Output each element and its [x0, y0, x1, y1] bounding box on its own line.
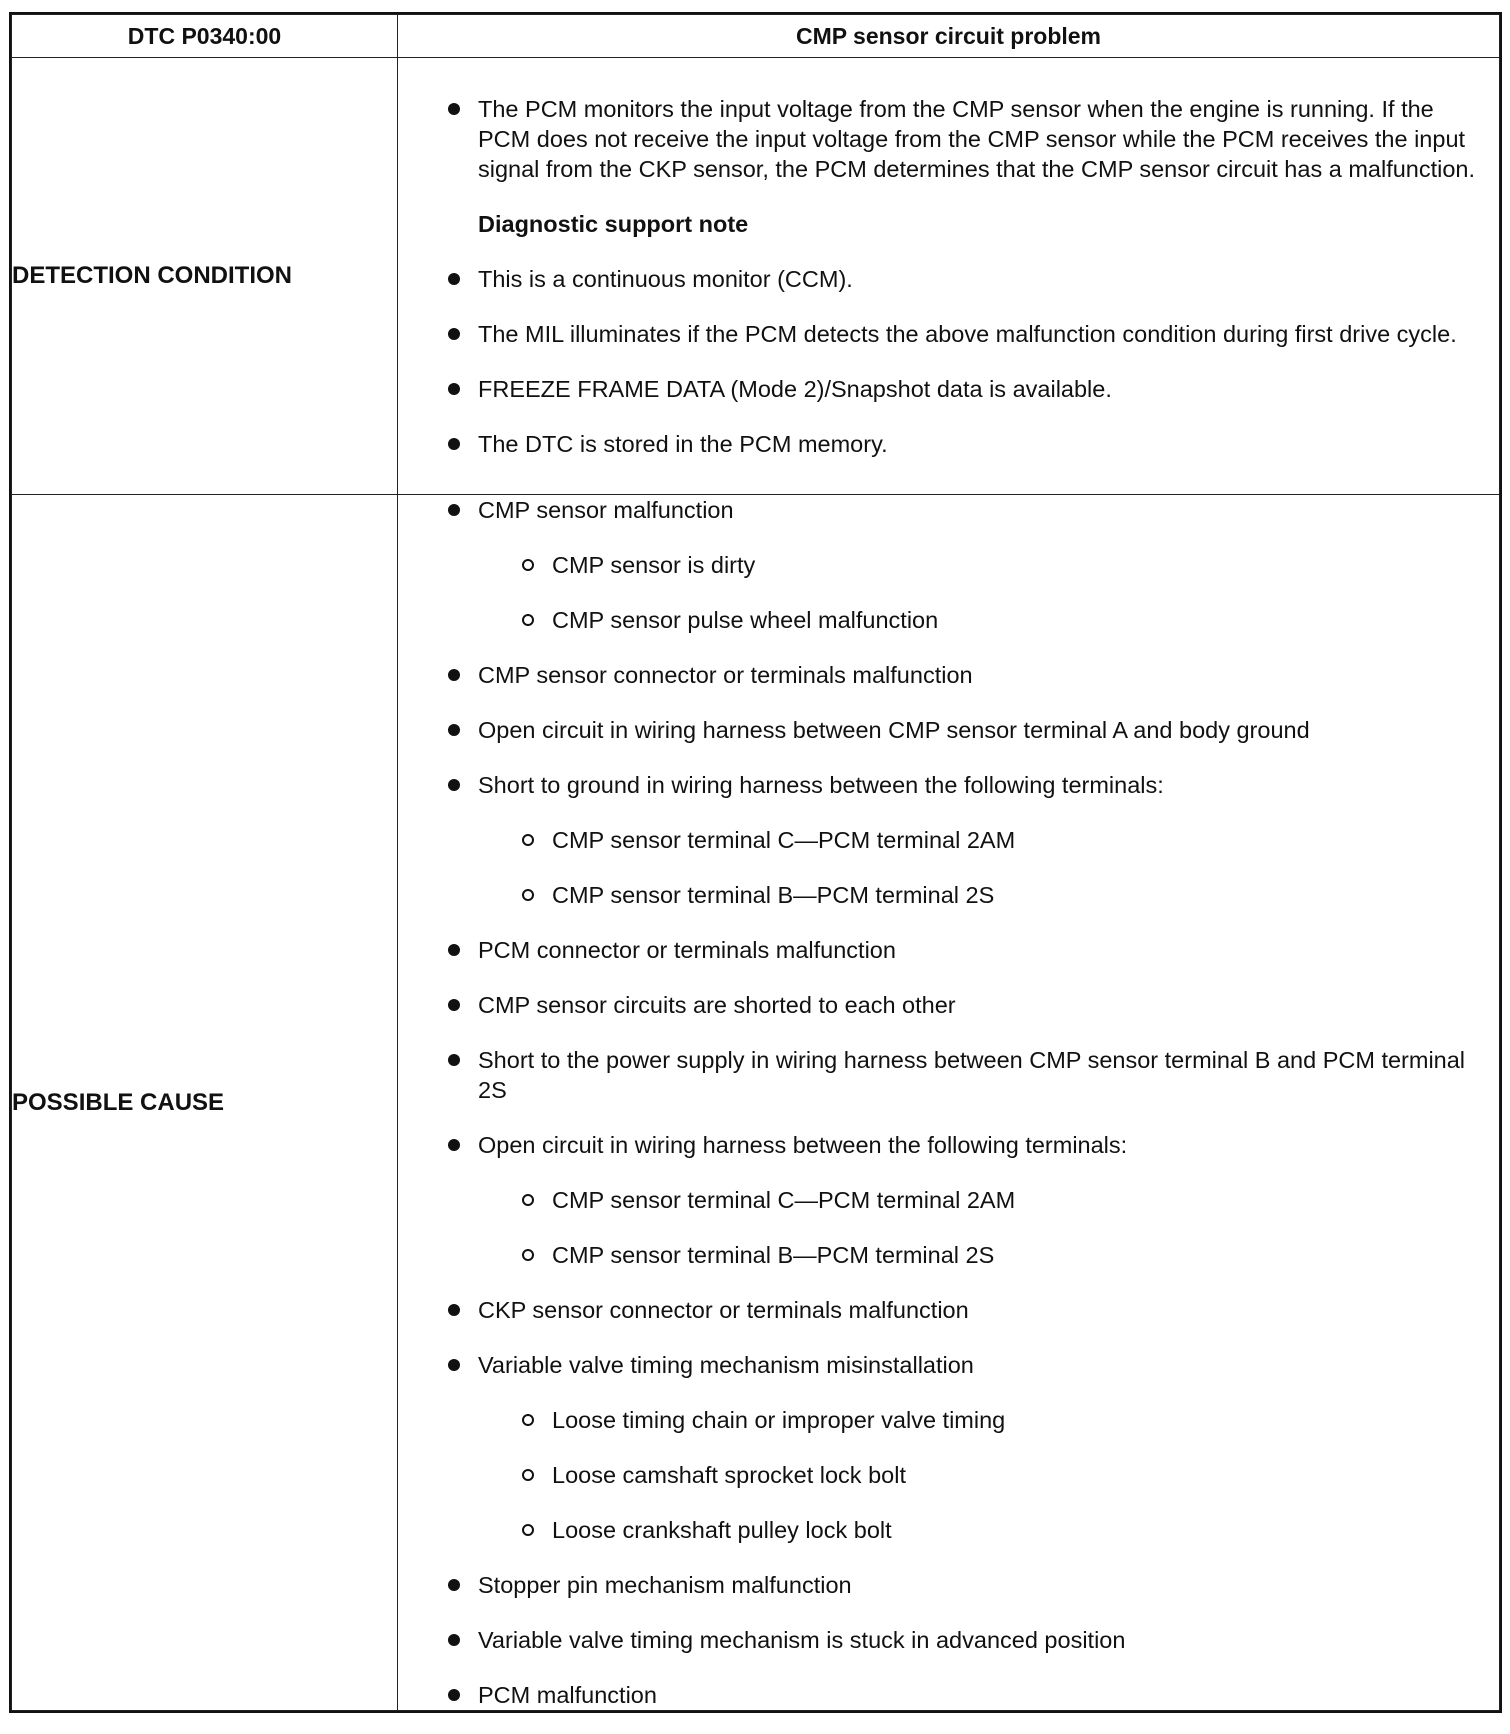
filled-bullet-icon — [448, 1139, 460, 1151]
list-item — [398, 660, 1499, 690]
possible-cause-row — [12, 495, 1500, 1711]
list-item — [398, 1350, 1499, 1380]
list-item — [398, 1045, 1499, 1105]
filled-bullet-icon — [448, 724, 460, 736]
list-item-text: CMP sensor terminal B—PCM terminal 2S — [552, 1242, 995, 1268]
hollow-bullet-icon — [522, 1249, 534, 1261]
filled-bullet-icon — [448, 273, 460, 285]
list-item-text: CKP sensor connector or terminals malfunction — [478, 1297, 969, 1323]
list-item — [398, 1130, 1499, 1160]
sub-list-item — [398, 550, 1499, 580]
list-item — [398, 319, 1499, 349]
hollow-bullet-icon — [522, 889, 534, 901]
list-item-text: Loose crankshaft pulley lock bolt — [552, 1517, 892, 1543]
list-item-text: The PCM monitors the input voltage from the CMP sensor when the engine is running. If the PCM does not receive the input voltage from the CMP sensor while the PCM receives the input signal from the CKP sensor, the PCM determines that the CMP sensor circuit has a malfunction. — [478, 95, 1476, 182]
list-item-text: CMP sensor connector or terminals malfunction — [478, 662, 973, 688]
list-item-text: Stopper pin mechanism malfunction — [478, 1572, 852, 1598]
list-item — [398, 264, 1499, 294]
list-item-text: FREEZE FRAME DATA (Mode 2)/Snapshot data is available. — [478, 375, 1112, 402]
list-item — [398, 935, 1499, 965]
list-item-text: CMP sensor circuits are shorted to each other — [478, 992, 956, 1018]
filled-bullet-icon — [448, 383, 460, 395]
hollow-bullet-icon — [522, 1524, 534, 1536]
hollow-bullet-icon — [522, 614, 534, 626]
sub-list-item — [398, 1240, 1499, 1270]
list-item — [398, 715, 1499, 745]
possible-cause-label: POSSIBLE CAUSE — [12, 495, 398, 1711]
list-item-text: The DTC is stored in the PCM memory. — [478, 430, 888, 457]
filled-bullet-icon — [448, 1054, 460, 1066]
detection-condition-content — [398, 58, 1500, 495]
table-header-row — [12, 15, 1500, 58]
dtc-table — [11, 14, 1500, 1711]
list-item-text: PCM malfunction — [478, 1682, 657, 1708]
list-item-text: Short to ground in wiring harness between the following terminals: — [478, 772, 1164, 798]
list-item-text: CMP sensor terminal B—PCM terminal 2S — [552, 882, 995, 908]
filled-bullet-icon — [448, 999, 460, 1011]
possible-cause-content — [398, 495, 1500, 1711]
list-item-text: Loose timing chain or improper valve timing — [552, 1407, 1006, 1433]
detection-condition-label: DETECTION CONDITION — [12, 58, 398, 495]
filled-bullet-icon — [448, 438, 460, 450]
filled-bullet-icon — [448, 1579, 460, 1591]
note-text: Diagnostic support note — [478, 210, 749, 237]
list-item — [398, 1625, 1499, 1655]
detection-condition-list — [398, 94, 1499, 459]
sub-list-item — [398, 825, 1499, 855]
hollow-bullet-icon — [522, 1469, 534, 1481]
sub-list-item — [398, 1515, 1499, 1545]
filled-bullet-icon — [448, 944, 460, 956]
list-item — [398, 429, 1499, 459]
filled-bullet-icon — [448, 103, 460, 115]
list-item — [398, 1680, 1499, 1710]
dtc-description-header: CMP sensor circuit problem — [398, 15, 1500, 58]
list-item — [398, 374, 1499, 404]
hollow-bullet-icon — [522, 1194, 534, 1206]
filled-bullet-icon — [448, 1304, 460, 1316]
hollow-bullet-icon — [522, 559, 534, 571]
list-item-text: Variable valve timing mechanism is stuck in advanced position — [478, 1627, 1126, 1653]
list-item-text: CMP sensor malfunction — [478, 497, 734, 523]
list-item — [398, 990, 1499, 1020]
list-item — [398, 1570, 1499, 1600]
detection-condition-row — [12, 58, 1500, 495]
filled-bullet-icon — [448, 1689, 460, 1701]
list-item-text: This is a continuous monitor (CCM). — [478, 265, 853, 292]
list-item-text: Variable valve timing mechanism misinstallation — [478, 1352, 974, 1378]
section-note — [398, 209, 1499, 239]
list-item-text: Open circuit in wiring harness between the following terminals: — [478, 1132, 1128, 1158]
filled-bullet-icon — [448, 504, 460, 516]
list-item — [398, 770, 1499, 800]
hollow-bullet-icon — [522, 1414, 534, 1426]
filled-bullet-icon — [448, 1634, 460, 1646]
filled-bullet-icon — [448, 779, 460, 791]
filled-bullet-icon — [448, 669, 460, 681]
list-item-text: CMP sensor terminal C—PCM terminal 2AM — [552, 1187, 1016, 1213]
list-item-text: Short to the power supply in wiring harness between CMP sensor terminal B and PCM terminal 2S — [478, 1047, 1466, 1103]
list-item-text: The MIL illuminates if the PCM detects the above malfunction condition during first drive cycle. — [478, 320, 1457, 347]
list-item-text: CMP sensor pulse wheel malfunction — [552, 607, 939, 633]
list-item — [398, 495, 1499, 525]
list-item — [398, 94, 1499, 184]
sub-list-item — [398, 1460, 1499, 1490]
list-item-text: PCM connector or terminals malfunction — [478, 937, 896, 963]
list-item-text: Open circuit in wiring harness between CMP sensor terminal A and body ground — [478, 717, 1310, 743]
dtc-code-header: DTC P0340:00 — [12, 15, 398, 58]
list-item-text: CMP sensor is dirty — [552, 552, 756, 578]
filled-bullet-icon — [448, 328, 460, 340]
sub-list-item — [398, 1405, 1499, 1435]
filled-bullet-icon — [448, 1359, 460, 1371]
sub-list-item — [398, 880, 1499, 910]
list-item — [398, 1295, 1499, 1325]
sub-list-item — [398, 605, 1499, 635]
possible-cause-list — [398, 495, 1499, 1710]
list-item-text: CMP sensor terminal C—PCM terminal 2AM — [552, 827, 1016, 853]
hollow-bullet-icon — [522, 834, 534, 846]
sub-list-item — [398, 1185, 1499, 1215]
list-item-text: Loose camshaft sprocket lock bolt — [552, 1462, 906, 1488]
